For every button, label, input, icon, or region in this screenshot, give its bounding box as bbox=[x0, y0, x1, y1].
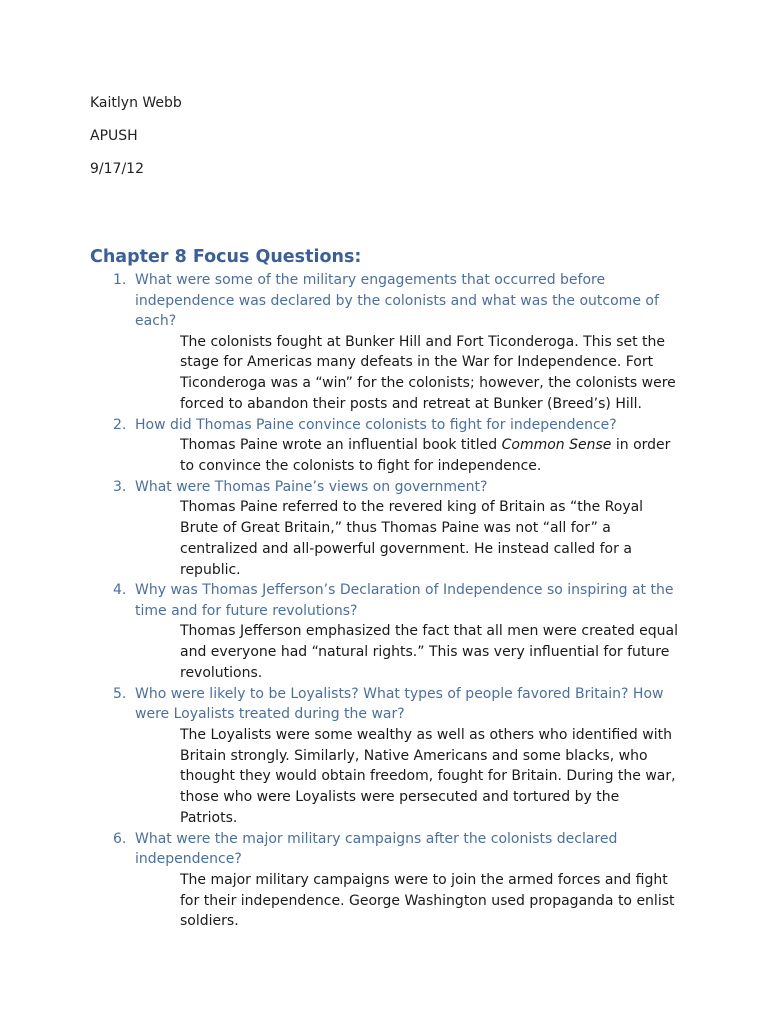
document-date: 9/17/12 bbox=[90, 161, 144, 177]
course-name: APUSH bbox=[90, 128, 138, 144]
question-item bbox=[0, 829, 768, 932]
question-text: How did Thomas Paine convince colonists to fight for independence? bbox=[135, 416, 617, 433]
answer-text: The major military campaigns were to join the armed forces and fight for their independence. George Washington used propaganda to enlist soldiers. bbox=[180, 871, 675, 930]
question-number: 1. bbox=[113, 272, 127, 288]
question-text: Who were likely to be Loyalists? What types of people favored Britain? How were Loyalists treated during the war? bbox=[135, 685, 664, 723]
question-list bbox=[0, 270, 768, 932]
answer-text-start: Thomas Paine wrote an influential book titled bbox=[180, 437, 502, 454]
question-text: What were the major military campaigns after the colonists declared independence? bbox=[135, 830, 618, 868]
answer-text-end: in order to convince the colonists to fight for independence. bbox=[180, 437, 671, 474]
question-text: Why was Thomas Jefferson’s Declaration of Independence so inspiring at the time and for future revolutions? bbox=[135, 582, 674, 619]
question-item bbox=[0, 580, 768, 683]
answer-text: Thomas Jefferson emphasized the fact that all men were created equal and everyone had “natural rights.” This was very influential for future revolutions. bbox=[180, 623, 678, 682]
answer-text: The Loyalists were some wealthy as well as others who identified with Britain strongly. Similarly, Native Americans and some blacks, who thought they would obtain freedom, fought for Britain. During the war, those who were Loyalists were persecuted and tortured by the Patriots. bbox=[180, 726, 676, 827]
question-text: What were Thomas Paine’s views on government? bbox=[135, 478, 488, 495]
question-text: What were some of the military engagements that occurred before independence was declared by the colonists and what was the outcome of each? bbox=[135, 272, 659, 329]
question-number: 3. bbox=[113, 478, 127, 495]
answer-text bbox=[180, 435, 680, 477]
question-number: 4. bbox=[113, 582, 127, 599]
author-name: Kaitlyn Webb bbox=[90, 95, 182, 111]
question-item bbox=[0, 415, 768, 477]
question-number: 2. bbox=[113, 416, 127, 433]
book-title: Common Sense bbox=[501, 437, 612, 454]
answer-text: Thomas Paine referred to the revered king of Britain as “the Royal Brute of Great Britain,” thus Thomas Paine was not “all for” a centralized and all-powerful government. He instead called for a republic. bbox=[180, 499, 644, 578]
page-title: Chapter 8 Focus Questions: bbox=[90, 247, 362, 267]
answer-text: The colonists fought at Bunker Hill and Fort Ticonderoga. This set the stage for Americas many defeats in the War for Independence. Fort Ticonderoga was a “win” for the colonists; however, the colonists were forced to abandon their posts and retreat at Bunker (Breed’s) Hill. bbox=[180, 333, 676, 412]
question-number: 5. bbox=[113, 685, 127, 702]
question-item bbox=[0, 684, 768, 829]
question-item bbox=[0, 270, 768, 415]
question-item bbox=[0, 477, 768, 581]
question-number: 6. bbox=[113, 830, 127, 847]
